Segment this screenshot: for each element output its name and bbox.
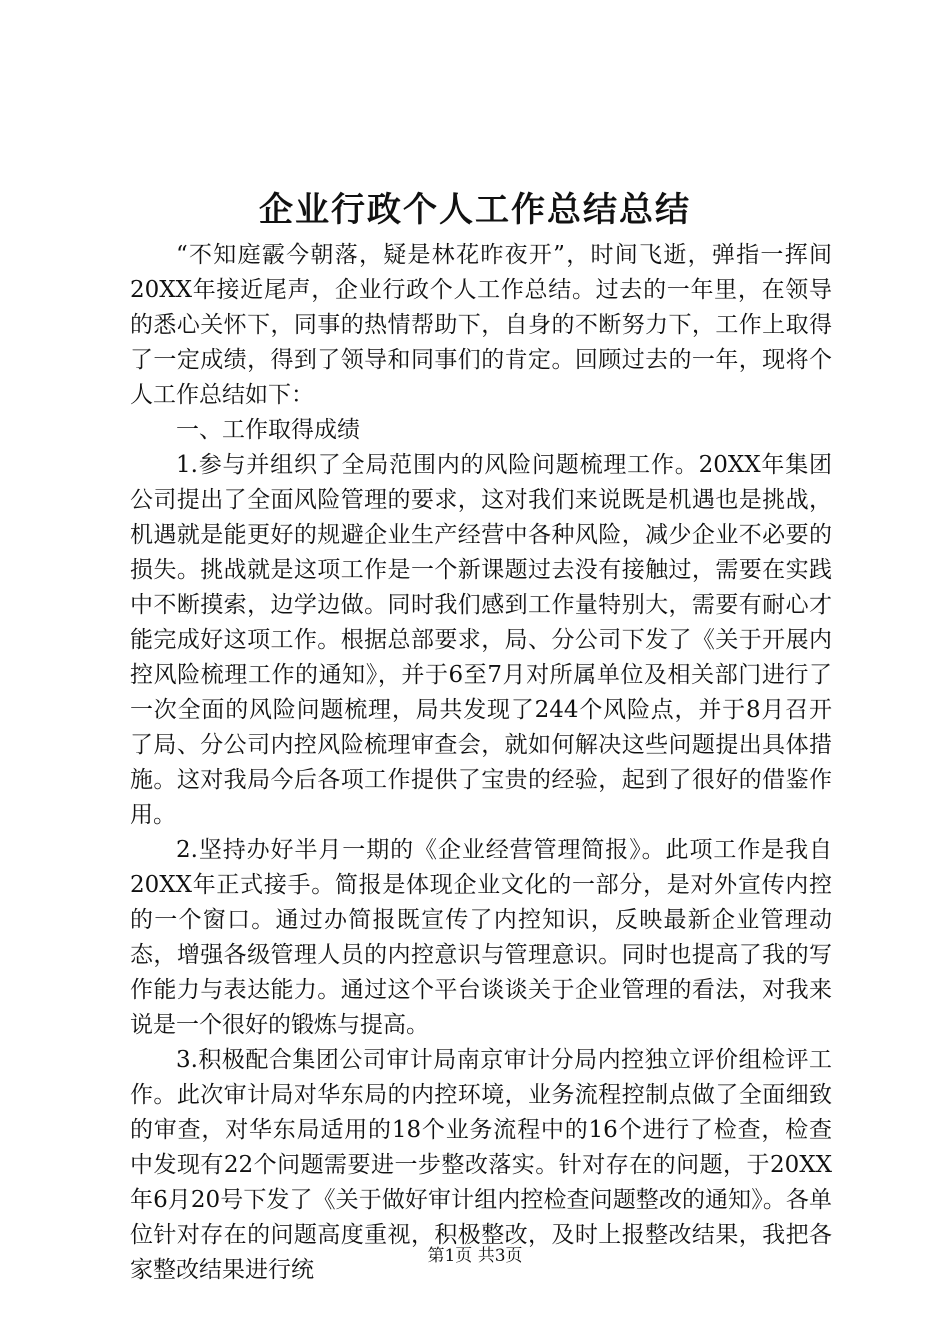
page-number-footer: 第1页 共3页 [427, 1246, 523, 1266]
paragraph-item-2: 2.坚持办好半月一期的《企业经营管理简报》。此项工作是我自20XX年正式接手。简报是体现企业文化的一部分，是对外宣传内控的一个窗口。通过办简报既宣传了内控知识，反映最新企业管理动态，增强各级管理人员的内控意识与管理意识。同时也提高了我的写作能力与表达能力。通过这个平台谈谈关于企业管理的看法，对我来说是一个很好的锻炼与提高。 [130, 837, 832, 1038]
document-body [130, 238, 832, 1288]
paragraph-item-3: 3.积极配合集团公司审计局南京审计分局内控独立评价组检评工作。此次审计局对华东局的内控环境，业务流程控制点做了全面细致的审查，对华东局适用的18个业务流程中的16个进行了检查，检查中发现有22个问题需要进一步整改落实。针对存在的问题，于20XX年6月20号下发了《关于做好审计组内控检查问题整改的通知》。各单位针对存在的问题高度重视，积极整改，及时上报整改结果，我把各家整改结果进行统 [130, 1047, 832, 1283]
document-title: 企业行政个人工作总结总结 [259, 190, 691, 230]
paragraph-intro: “不知庭霰今朝落，疑是林花昨夜开”，时间飞逝，弹指一挥间20XX年接近尾声，企业行政个人工作总结。过去的一年里，在领导的悉心关怀下，同事的热情帮助下，自身的不断努力下，工作上取得了一定成绩，得到了领导和同事们的肯定。回顾过去的一年，现将个人工作总结如下： [130, 242, 832, 408]
paragraph-item-1: 1.参与并组织了全局范围内的风险问题梳理工作。20XX年集团公司提出了全面风险管理的要求，这对我们来说既是机遇也是挑战，机遇就是能更好的规避企业生产经营中各种风险，减少企业不必要的损失。挑战就是这项工作是一个新课题过去没有接触过，需要在实践中不断摸索，边学边做。同时我们感到工作量特别大，需要有耐心才能完成好这项工作。根据总部要求，局、分公司下发了《关于开展内控风险梳理工作的通知》，并于6至7月对所属单位及相关部门进行了一次全面的风险问题梳理，局共发现了244个风险点，并于8月召开了局、分公司内控风险梳理审查会，就如何解决这些问题提出具体措施。这对我局今后各项工作提供了宝贵的经验，起到了很好的借鉴作用。 [130, 452, 832, 828]
section-heading: 一、工作取得成绩 [176, 417, 360, 443]
